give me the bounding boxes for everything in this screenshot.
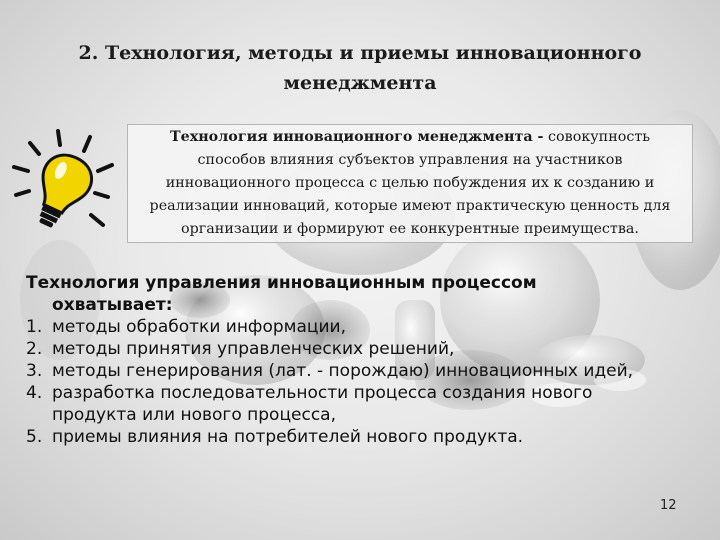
list-item-number: 2.	[26, 339, 43, 359]
list-item	[26, 426, 676, 448]
list-item-text: методы обработки информации,	[52, 317, 346, 337]
list-item-text: приемы влияния на потребителей нового продукта.	[52, 427, 524, 447]
list-item-text: методы генерирования (лат. - порождаю) инновационных идей,	[52, 361, 634, 381]
methods-list	[26, 316, 676, 448]
list-item	[26, 382, 676, 426]
lightbulb-icon	[8, 125, 118, 243]
list-lead-line2: охватывает:	[52, 295, 173, 315]
list-lead	[26, 272, 676, 316]
list-item-number: 4.	[26, 383, 43, 403]
list-item-text: разработка последовательности процесса создания нового продукта или нового процесса,	[52, 383, 593, 425]
page-number: 12	[660, 498, 677, 513]
list-item	[26, 360, 676, 382]
definition-text: совокупность способов влияния субъектов управления на участников инновационного процесса с целью побуждения их к созданию и реализации инноваций, которые имеют практическую ценность для организации и формируют ее конкурентные преимущества.	[149, 129, 671, 237]
list-item	[26, 338, 676, 360]
list-item-number: 1.	[26, 317, 43, 337]
list-lead-line1: Технология управления инновационным процессом	[26, 273, 537, 293]
content-list-block	[26, 272, 676, 448]
list-item-number: 3.	[26, 361, 43, 381]
definition-term: Технология инновационного менеджмента -	[169, 129, 544, 145]
definition-box	[127, 124, 693, 243]
list-item-text: методы принятия управленческих решений,	[52, 339, 455, 359]
list-item-number: 5.	[26, 427, 43, 447]
list-item	[26, 316, 676, 338]
slide-title: 2. Технология, методы и приемы инновационного менеджмента	[78, 42, 642, 94]
